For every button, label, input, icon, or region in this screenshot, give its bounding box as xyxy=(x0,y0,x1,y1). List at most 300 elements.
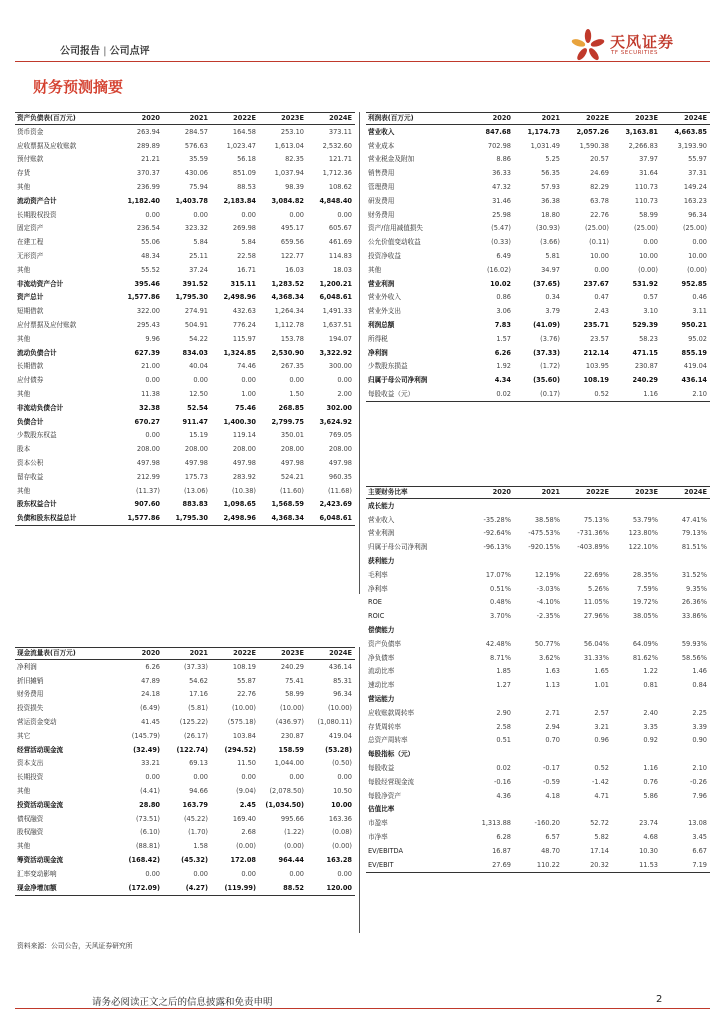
table-cell: 55.87 xyxy=(237,676,256,685)
table-cell: 1.85 xyxy=(496,667,511,676)
column-header: 2023E xyxy=(259,648,307,660)
table-cell: 7.19 xyxy=(661,858,710,872)
row-label: ROE xyxy=(368,598,382,607)
table-cell: 315.11 xyxy=(230,279,256,288)
table-cell: 82.29 xyxy=(590,183,609,192)
table-cell: 16.87 xyxy=(492,846,511,855)
row-label: 净负债率 xyxy=(368,653,395,662)
table-row xyxy=(366,513,710,527)
table-row xyxy=(15,826,355,840)
table-cell: 6.28 xyxy=(496,833,511,842)
table-cell: 208.00 xyxy=(280,445,304,454)
row-label: 资产负债率 xyxy=(368,639,401,648)
table-header-row xyxy=(366,113,710,125)
table-cell: -96.13% xyxy=(483,543,511,552)
row-label: 净利润 xyxy=(17,662,37,671)
table-cell: 103.84 xyxy=(232,731,256,740)
row-label: 估值比率 xyxy=(368,805,395,814)
table-cell: 3.06 xyxy=(496,307,511,316)
table-cell: 58.56% xyxy=(681,653,707,662)
row-label: 非流动资产合计 xyxy=(17,279,64,288)
table-cell: 33.86% xyxy=(681,612,707,621)
table-cell: 2.90 xyxy=(496,708,511,717)
row-label: 每股净资产 xyxy=(368,791,401,800)
table-cell: 0.52 xyxy=(594,764,609,773)
table-cell: 2,057.26 xyxy=(576,127,609,136)
table-cell: (0.11) xyxy=(589,238,609,247)
table-cell: 3.11 xyxy=(692,307,707,316)
table-cell: 32.38 xyxy=(139,403,160,412)
row-label: 营业外支出 xyxy=(368,307,401,316)
table-row xyxy=(366,789,710,803)
column-header: 2022E xyxy=(211,648,259,660)
table-cell: 158.59 xyxy=(278,745,304,754)
table-cell: 0.00 xyxy=(337,773,352,782)
table-cell: (45.22) xyxy=(183,814,208,823)
table-cell: 847.68 xyxy=(485,127,511,136)
table-cell: -403.89% xyxy=(577,543,609,552)
table-cell xyxy=(466,499,514,513)
table-cell: 0.00 xyxy=(145,376,160,385)
table-cell: 0.00 xyxy=(289,210,304,219)
table-row xyxy=(366,373,710,387)
table-cell: 1.22 xyxy=(643,667,658,676)
table-title: 资产负债表(百万元) xyxy=(15,113,115,125)
table-cell: (0.00) xyxy=(284,842,304,851)
row-label: 经营活动现金流 xyxy=(17,745,64,754)
report-subcategory: 公司点评 xyxy=(109,46,150,57)
table-cell: 212.14 xyxy=(583,348,609,357)
table-row xyxy=(15,839,355,853)
table-cell: 169.40 xyxy=(232,814,256,823)
table-cell: (3.66) xyxy=(540,238,560,247)
table-cell: 776.24 xyxy=(232,321,256,330)
table-cell: 88.53 xyxy=(237,183,256,192)
table-cell: (25.00) xyxy=(633,224,658,233)
table-cell: (41.09) xyxy=(533,321,560,330)
table-cell: 20.32 xyxy=(563,858,612,872)
table-cell: 11.38 xyxy=(141,390,160,399)
table-cell: 0.00 xyxy=(145,210,160,219)
table-row xyxy=(366,665,710,679)
table-cell: 0.90 xyxy=(692,736,707,745)
table-header-row xyxy=(15,648,355,660)
table-cell: (0.33) xyxy=(491,238,511,247)
table-cell: 373.11 xyxy=(328,127,352,136)
table-cell: 22.69% xyxy=(583,570,609,579)
table-row xyxy=(366,194,710,208)
table-cell: (122.74) xyxy=(176,745,208,754)
table-cell: 529.39 xyxy=(632,321,658,330)
table-cell: 103.95 xyxy=(585,362,609,371)
table-cell: 0.00 xyxy=(193,773,208,782)
table-cell: 1,403.78 xyxy=(175,196,208,205)
table-cell: 69.13 xyxy=(189,759,208,768)
table-cell: 37.31 xyxy=(688,169,707,178)
table-row xyxy=(15,770,355,784)
table-cell: 0.51 xyxy=(496,736,511,745)
table-cell: 7.96 xyxy=(692,791,707,800)
table-cell: 0.00 xyxy=(289,773,304,782)
table-cell: 0.46 xyxy=(692,293,707,302)
page-title: 财务预测摘要 xyxy=(33,78,124,96)
row-label: 股东权益合计 xyxy=(17,500,57,509)
table-cell: 36.38 xyxy=(541,196,560,205)
table-cell: 38.05% xyxy=(632,612,658,621)
table-cell: 436.14 xyxy=(328,662,352,671)
table-cell: 75.13% xyxy=(583,515,609,524)
table-cell: 576.63 xyxy=(184,141,208,150)
table-cell: 5.25 xyxy=(545,155,560,164)
table-row xyxy=(366,222,710,236)
row-label: 资产/信用减值损失 xyxy=(368,224,423,233)
table-row xyxy=(366,263,710,277)
table-cell: 22.76 xyxy=(237,690,256,699)
table-cell: (0.00) xyxy=(638,265,658,274)
table-cell: 0.81 xyxy=(643,681,658,690)
table-cell: 1.58 xyxy=(193,842,208,851)
table-cell: 114.83 xyxy=(328,252,352,261)
table-cell: 430.06 xyxy=(184,169,208,178)
table-cell: 497.98 xyxy=(136,459,160,468)
table-cell: 531.92 xyxy=(632,279,658,288)
table-cell: 1.27 xyxy=(496,681,511,690)
table-cell: 960.35 xyxy=(328,472,352,481)
table-cell: 24.69 xyxy=(590,169,609,178)
row-label: 长期股权投资 xyxy=(17,210,57,219)
row-label: 长期投资 xyxy=(17,773,44,782)
table-row xyxy=(366,318,710,332)
header-divider xyxy=(15,61,710,62)
table-cell xyxy=(612,803,661,817)
row-label: 利润总额 xyxy=(368,321,395,330)
table-cell: 6.49 xyxy=(496,252,511,261)
table-row xyxy=(366,568,710,582)
table-cell: 322.00 xyxy=(136,307,160,316)
table-cell: 1,031.49 xyxy=(530,141,560,150)
table-row xyxy=(366,623,710,637)
column-header: 2024E xyxy=(307,648,355,660)
table-cell: 1,400.30 xyxy=(223,417,256,426)
row-label: 筹资活动现金流 xyxy=(17,856,64,865)
row-label: 存货周转率 xyxy=(368,722,401,731)
row-label: 其他 xyxy=(17,390,31,399)
row-label: 固定资产 xyxy=(17,224,44,233)
row-label: 每股收益 xyxy=(368,764,395,773)
report-category: 公司报告 xyxy=(60,46,100,57)
row-label: 营业利润 xyxy=(368,279,395,288)
table-cell: 3,624.92 xyxy=(319,417,352,426)
table-cell xyxy=(563,623,612,637)
table-cell: 2.68 xyxy=(241,828,256,837)
table-cell xyxy=(661,623,710,637)
row-label: 现金净增加额 xyxy=(15,881,115,895)
table-cell: 1.13 xyxy=(545,681,560,690)
table-cell: 79.13% xyxy=(681,529,707,538)
table-cell xyxy=(514,499,563,513)
row-label: 偿债能力 xyxy=(368,626,395,635)
table-row xyxy=(15,360,355,374)
table-cell: -920.15% xyxy=(528,543,560,552)
row-label: 市盈率 xyxy=(368,819,388,828)
table-row xyxy=(366,235,710,249)
table-cell: 1.16 xyxy=(612,387,661,401)
table-cell: 163.36 xyxy=(328,814,352,823)
table-cell: 0.00 xyxy=(337,210,352,219)
table-cell: 0.51% xyxy=(490,584,511,593)
table-cell: -475.53% xyxy=(528,529,560,538)
table-row xyxy=(15,798,355,812)
table-cell: 289.89 xyxy=(136,141,160,150)
table-cell xyxy=(466,692,514,706)
table-cell: 123.80% xyxy=(628,529,658,538)
table-row xyxy=(15,688,355,702)
table-cell: 108.19 xyxy=(583,376,609,385)
table-cell: 52.72 xyxy=(590,819,609,828)
table-row xyxy=(366,291,710,305)
table-cell: (1.22) xyxy=(284,828,304,837)
table-cell: 58.99 xyxy=(639,210,658,219)
table-cell: 395.46 xyxy=(134,279,160,288)
table-cell: -0.26 xyxy=(689,777,707,786)
table-cell: 6.57 xyxy=(545,833,560,842)
table-cell: 55.06 xyxy=(141,238,160,247)
table-cell: 2.10 xyxy=(661,387,710,401)
table-cell: 31.52% xyxy=(681,570,707,579)
table-cell: 1,313.88 xyxy=(481,819,511,828)
table-cell: 57.93 xyxy=(541,183,560,192)
table-cell: 121.71 xyxy=(328,155,352,164)
table-cell: (32.49) xyxy=(133,745,160,754)
row-label: EV/EBITDA xyxy=(368,846,404,855)
table-cell: 163.23 xyxy=(683,196,707,205)
column-header: 2021 xyxy=(514,113,563,125)
row-label: 无形资产 xyxy=(17,252,44,261)
table-cell: 0.48% xyxy=(490,598,511,607)
table-row xyxy=(15,701,355,715)
table-cell: 0.96 xyxy=(594,736,609,745)
table-cell: 58.99 xyxy=(285,690,304,699)
table-cell xyxy=(563,692,612,706)
table-cell: 855.19 xyxy=(681,348,707,357)
table-cell: 82.35 xyxy=(285,155,304,164)
table-cell: 230.87 xyxy=(634,362,658,371)
table-cell: 1,712.36 xyxy=(322,169,352,178)
company-logo xyxy=(570,28,690,64)
table-row xyxy=(15,153,355,167)
table-cell: (73.51) xyxy=(135,814,160,823)
table-cell: 0.00 xyxy=(145,431,160,440)
table-cell: 1.65 xyxy=(594,667,609,676)
table-cell: 268.85 xyxy=(278,403,304,412)
table-cell: 769.05 xyxy=(328,431,352,440)
table-cell: 4,368.34 xyxy=(259,511,307,525)
table-cell: 3,163.81 xyxy=(625,127,658,136)
row-label: 市净率 xyxy=(368,833,388,842)
table-cell: 497.98 xyxy=(232,459,256,468)
column-header: 2024E xyxy=(661,487,710,499)
table-row xyxy=(366,761,710,775)
table-cell: 17.07% xyxy=(485,570,511,579)
cash-flow-table xyxy=(15,647,355,896)
row-label: ROIC xyxy=(368,612,385,621)
table-row xyxy=(15,511,355,525)
table-cell: 10.02 xyxy=(490,279,511,288)
table-row xyxy=(366,637,710,651)
row-label: 归属于母公司净利润 xyxy=(368,376,428,385)
table-cell: 3,193.90 xyxy=(677,141,707,150)
table-cell: 370.37 xyxy=(136,169,160,178)
table-cell: 110.73 xyxy=(634,183,658,192)
table-cell: 2,423.69 xyxy=(319,500,352,509)
row-label: 债权融资 xyxy=(17,814,44,823)
table-cell: 0.00 xyxy=(337,869,352,878)
row-label: 营运能力 xyxy=(368,695,395,704)
table-cell: 75.94 xyxy=(189,183,208,192)
report-type xyxy=(60,42,150,57)
table-cell xyxy=(466,554,514,568)
table-cell: (11.37) xyxy=(135,486,160,495)
table-cell: 2,530.90 xyxy=(271,348,304,357)
table-cell: 497.98 xyxy=(328,459,352,468)
table-cell: 110.73 xyxy=(634,196,658,205)
table-cell: 2.10 xyxy=(692,764,707,773)
row-label: 财务费用 xyxy=(368,210,395,219)
table-cell: 42.48% xyxy=(485,639,511,648)
table-cell: 163.28 xyxy=(326,856,352,865)
table-row xyxy=(366,208,710,222)
table-cell: 0.00 xyxy=(289,869,304,878)
table-cell: (125.22) xyxy=(179,718,208,727)
table-row xyxy=(366,554,710,568)
table-cell: -0.59 xyxy=(542,777,560,786)
row-label: 应收账款周转率 xyxy=(368,708,415,717)
table-row xyxy=(15,853,355,867)
table-cell: 4.36 xyxy=(496,791,511,800)
table-cell: 230.87 xyxy=(280,731,304,740)
row-label: 营运资金变动 xyxy=(17,718,57,727)
table-row xyxy=(15,180,355,194)
table-cell: 96.34 xyxy=(333,690,352,699)
table-cell: 883.83 xyxy=(182,500,208,509)
table-cell: (11.68) xyxy=(327,486,352,495)
table-cell: 1.50 xyxy=(289,390,304,399)
table-cell: 10.00 xyxy=(688,252,707,261)
row-label: 成长能力 xyxy=(368,501,395,510)
table-cell: 28.80 xyxy=(139,800,160,809)
row-label: 流动资产合计 xyxy=(17,196,57,205)
row-label: 资本公积 xyxy=(17,459,44,468)
table-cell: 0.00 xyxy=(241,869,256,878)
table-cell: 56.04% xyxy=(583,639,609,648)
table-cell: 26.36% xyxy=(681,598,707,607)
column-header: 2020 xyxy=(466,113,514,125)
table-cell: 98.39 xyxy=(285,183,304,192)
table-cell: 0.70 xyxy=(545,736,560,745)
table-row xyxy=(366,609,710,623)
table-cell: (45.32) xyxy=(181,856,208,865)
table-title: 主要财务比率 xyxy=(366,487,466,499)
table-cell: 54.22 xyxy=(189,334,208,343)
table-cell: 1,491.33 xyxy=(322,307,352,316)
table-cell: 240.29 xyxy=(632,376,658,385)
table-cell: 3.79 xyxy=(545,307,560,316)
table-cell: 119.14 xyxy=(232,431,256,440)
table-cell: 24.18 xyxy=(141,690,160,699)
table-row xyxy=(15,318,355,332)
table-cell: -160.20 xyxy=(534,819,560,828)
table-cell: (16.02) xyxy=(486,265,511,274)
table-cell: 436.14 xyxy=(681,376,707,385)
row-label: 投资损失 xyxy=(17,704,44,713)
table-cell: 3,322.92 xyxy=(319,348,352,357)
table-cell: 495.17 xyxy=(280,224,304,233)
logo-flower-icon xyxy=(570,28,606,64)
table-cell: 48.34 xyxy=(141,252,160,261)
table-cell: 0.52 xyxy=(563,387,612,401)
table-cell: (30.93) xyxy=(535,224,560,233)
table-cell: 52.54 xyxy=(187,403,208,412)
table-cell: 10.00 xyxy=(590,252,609,261)
table-cell xyxy=(514,623,563,637)
page-number: 2 xyxy=(656,994,663,1005)
column-divider xyxy=(359,112,360,594)
table-cell: 2.45 xyxy=(239,800,256,809)
table-cell: 269.98 xyxy=(232,224,256,233)
table-row xyxy=(366,249,710,263)
table-cell: (145.79) xyxy=(131,731,160,740)
table-row xyxy=(15,812,355,826)
table-row xyxy=(366,734,710,748)
table-cell: 34.97 xyxy=(541,265,560,274)
table-cell: 55.52 xyxy=(141,265,160,274)
table-cell: 995.66 xyxy=(280,814,304,823)
table-cell: 163.79 xyxy=(182,800,208,809)
row-label: 所得税 xyxy=(368,334,388,343)
table-cell: 50.77% xyxy=(534,639,560,648)
table-cell: 12.19% xyxy=(534,570,560,579)
table-cell: 21.21 xyxy=(141,155,160,164)
table-cell: 1,044.00 xyxy=(274,759,304,768)
row-label: 营业利润 xyxy=(368,529,395,538)
table-row xyxy=(366,720,710,734)
column-header: 2023E xyxy=(259,113,307,125)
table-cell: (0.00) xyxy=(687,265,707,274)
table-cell: 2,183.84 xyxy=(223,196,256,205)
table-cell: 85.31 xyxy=(333,676,352,685)
table-cell: 1,637.51 xyxy=(322,321,352,330)
table-cell: 950.21 xyxy=(681,321,707,330)
table-cell: 1,037.94 xyxy=(274,169,304,178)
row-label: 存货 xyxy=(17,169,31,178)
table-cell xyxy=(661,499,710,513)
table-row xyxy=(15,277,355,291)
table-cell: 1,613.04 xyxy=(274,141,304,150)
table-cell: 0.02 xyxy=(496,764,511,773)
row-label: 每股收益（元） xyxy=(366,387,466,401)
table-cell: 31.33% xyxy=(583,653,609,662)
table-cell: 3.45 xyxy=(692,833,707,842)
table-row xyxy=(366,304,710,318)
table-cell: 4,848.40 xyxy=(319,196,352,205)
table-cell: 4.34 xyxy=(494,376,511,385)
table-cell: -1.42 xyxy=(591,777,609,786)
table-cell: 17.16 xyxy=(189,690,208,699)
balance-sheet-table xyxy=(15,112,355,526)
table-cell: 37.97 xyxy=(639,155,658,164)
table-cell: (0.00) xyxy=(332,842,352,851)
row-label: 其他 xyxy=(17,787,31,796)
